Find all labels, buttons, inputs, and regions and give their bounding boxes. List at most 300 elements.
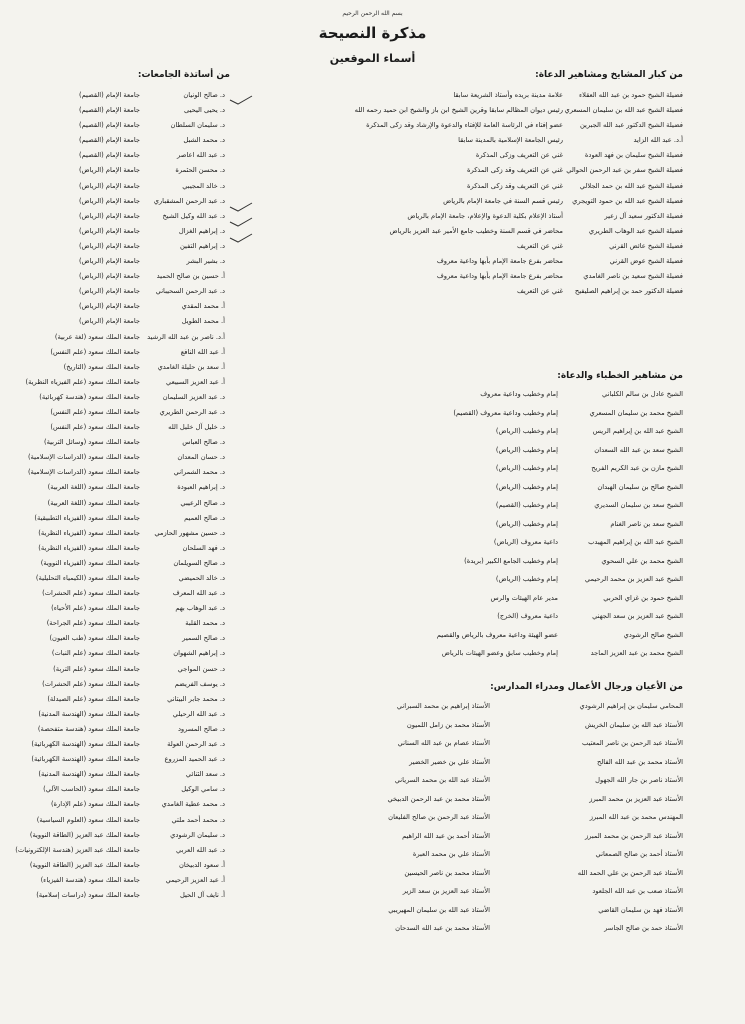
signatory-name: أ. نايف آل الحيل: [179, 890, 225, 899]
signatory-name: أ. حسين بن صالح الحميد: [156, 272, 225, 281]
signatory-name: فضيلة الشيخ عبد الله بن سليمان المسعري: [564, 106, 683, 115]
list-item: [270, 845, 490, 864]
signatory-name: د. إبراهيم الغزال: [178, 226, 225, 235]
signatory-description: داعية معروف (الخرج): [497, 612, 558, 620]
signatory-description: علامة مدينة بريده وأستاذ الشريعة سابقا: [453, 91, 563, 99]
list-item: [5, 360, 225, 375]
list-item: [558, 753, 683, 772]
signatory-affiliation: جامعة الإمام (القصيم): [78, 136, 140, 145]
list-item: [5, 269, 225, 284]
list-item: [5, 209, 225, 224]
list-item: [338, 607, 683, 626]
signatory-name: د. عبد الوهاب بهم: [175, 604, 225, 613]
signatory-name: الشيخ سعد بن ناصر الغنام: [610, 519, 683, 528]
signatory-name: د. عبد الرحمن الطريري: [159, 407, 225, 416]
signatory-name: الشيخ حمود بن غزاي الحربي: [603, 593, 683, 602]
list-item: [558, 808, 683, 827]
signatory-affiliation: جامعة الإمام (الرياض): [78, 317, 140, 326]
list-item: [5, 662, 225, 677]
signatory-name: د. حسان المعدان: [177, 453, 225, 462]
signatory-name: فضيلة الشيخ سعيد بن ناصر الغامدي: [583, 272, 683, 281]
signatory-name: الأستاذ أحمد بن صالح الصمعاني: [595, 850, 683, 858]
list-item: [270, 919, 490, 938]
signatory-name: د. عبد الله المعرف: [172, 589, 225, 598]
signatory-description: عضو إفتاء في الرئاسة العامة للإفتاء والدعوة والإرشاد وقد زكى المذكرة: [366, 121, 563, 130]
signatory-description: أستاذ الإعلام بكلية الدعوة والإعلام، جامعة الإمام بالرياض: [407, 211, 563, 220]
signatory-name: الأستاذ محمد بن عبد الله الفالح: [596, 757, 683, 766]
signatory-name: د. عبد الرحمن السحيباني: [155, 287, 225, 296]
list-item: [5, 586, 225, 601]
list-item: [338, 515, 683, 534]
signatory-name: أ. سعد بن حليلة الغامدي: [157, 362, 225, 371]
signatory-name: فضيلة الشيخ عوض القرني: [609, 257, 683, 266]
list-item: [5, 299, 225, 314]
list-item: [5, 405, 225, 420]
signatory-name: الأستاذ عبد الرحمن بن ناصر المعتيب: [582, 739, 683, 747]
list-item: [5, 813, 225, 828]
list-item: [353, 224, 683, 239]
list-item: [353, 103, 683, 118]
signatory-description: إمام وخطيب وداعية معروف (القصيم): [453, 408, 558, 417]
signatory-name: الأستاذ عبد الرحمن بن علي الحمد الله: [577, 868, 683, 877]
signatory-name: الأستاذ صعب بن عبد الله الجلعود: [592, 887, 683, 895]
preachers-heading: من مشاهير الخطباء والدعاة:: [557, 371, 683, 381]
signatory-name: الأستاذ محمد بن زامل اللميون: [406, 720, 490, 729]
signatory-name: د. عبد العزيز السليمان: [162, 392, 225, 401]
list-item: [5, 843, 225, 858]
list-item: [558, 734, 683, 753]
signatory-name: فضيلة الشيخ عبد الله بن حمد الجلالي: [579, 181, 683, 190]
signatory-name: الشيخ عبد الله بن إبراهيم المهيدب: [588, 538, 683, 546]
signatory-name: الأستاذ أحمد بن عبد الله الراهيم: [402, 831, 490, 840]
list-item: [5, 450, 225, 465]
list-item: [5, 133, 225, 148]
signatory-name: الأستاذ عبد الرحمن بن محمد المبرز: [584, 831, 683, 840]
signatory-description: رئيس ديوان المظالم سابقا وقرين الشيخ ابن باز والشيخ ابن حميد رحمه الله: [354, 106, 563, 115]
list-item: [5, 314, 225, 329]
list-item: [5, 752, 225, 767]
signatory-name: د. محسن الحثمرة: [175, 166, 225, 175]
signatory-affiliation: جامعة الملك سعود (علم النفس): [50, 407, 140, 416]
signatory-name: فضيلة الدكتور سعيد آل زعير: [604, 211, 683, 220]
signatory-name: أ. عبد الله النافع: [180, 347, 225, 356]
signatory-name: د. حسين مشهور الحازمي: [154, 528, 225, 537]
list-item: [5, 179, 225, 194]
signatory-name: الأستاذ عصام بن عبد الله السناني: [397, 739, 490, 747]
signatory-affiliation: جامعة الإمام (القصيم): [78, 151, 140, 160]
signatory-description: إمام وخطيب (الرياض): [495, 464, 558, 472]
list-item: [5, 284, 225, 299]
signatory-name: الشيخ صالح الرشودي: [623, 630, 683, 639]
signatory-name: أ. عبد العزيز السبيعي: [166, 377, 225, 386]
list-item: [270, 901, 490, 920]
signatory-name: د. عبد الله العربي: [176, 845, 225, 854]
signatory-name: د. حسن المواجي: [177, 664, 225, 673]
signatory-affiliation: جامعة الملك سعود (علم النفس): [50, 347, 140, 356]
signatory-affiliation: جامعة الملك سعود (الفيزياء النظرية): [38, 543, 140, 552]
signatory-affiliation: جامعة الملك سعود (علم الصيدلة): [47, 694, 140, 703]
signatory-affiliation: جامعة الإمام (الرياض): [78, 241, 140, 250]
signatory-name: د. بشير البشر: [186, 257, 225, 266]
signatory-affiliation: جامعة الملك سعود (علم الجراحة): [46, 619, 140, 628]
list-item: [5, 254, 225, 269]
signatory-name: الأستاذ محمد بن عبد الرحمن الدبيخي: [387, 794, 490, 803]
signatory-name: د. صالح العباس: [182, 438, 225, 447]
list-item: [5, 526, 225, 541]
signatory-description: إمام وخطيب (الرياض): [495, 482, 558, 491]
signatory-name: أ.د. عبد الله الزايد: [633, 136, 683, 145]
list-item: [5, 646, 225, 661]
list-item: [5, 511, 225, 526]
list-item: [5, 330, 225, 345]
signatory-description: محاضر بفرع جامعة الإمام بأبها وداعية معروف: [436, 257, 563, 266]
signatory-name: د. صالح الرعيبي: [180, 498, 225, 507]
list-item: [558, 919, 683, 938]
signatory-name: الأستاذ محمد بن عبد الله السدحان: [395, 924, 490, 932]
signatory-name: د. صالح السمير: [182, 634, 225, 643]
signatory-affiliation: جامعة الملك سعود (علم الإدارة): [50, 800, 140, 809]
list-item: [353, 88, 683, 103]
signatory-name: د. عبد الرحمن العولة: [167, 740, 225, 749]
signatory-name: د. إبراهيم الشهوان: [173, 649, 225, 658]
signatory-affiliation: جامعة الإمام (الرياض): [78, 166, 140, 175]
bismillah: بسم الله الرحمن الرحيم: [342, 10, 403, 17]
signatory-name: د. عبد الله وكيل الشيخ: [162, 211, 225, 220]
signatory-name: الأستاذ علي بن محمد العبرة: [412, 850, 490, 858]
list-item: [270, 697, 490, 716]
signatory-affiliation: جامعة الملك سعود (الهندسة الكهربائية): [31, 740, 140, 749]
list-item: [5, 163, 225, 178]
list-item: [270, 771, 490, 790]
list-item: [353, 163, 683, 178]
signatory-affiliation: جامعة الملك سعود (اللغة العربية): [47, 498, 140, 507]
signatory-description: إمام وخطيب (الرياض): [495, 427, 558, 435]
signatory-name: الأستاذ عبد العزيز بن محمد المبرز: [589, 794, 683, 803]
signatory-name: الشيخ مازن بن عبد الكريم الفريح: [591, 464, 683, 472]
signatory-affiliation: جامعة الملك سعود (هندسة كهربائية): [39, 392, 140, 401]
signatory-name: د. خالد المجيبي: [182, 181, 225, 190]
signatory-name: د. محمد جابر البيتاني: [167, 694, 225, 703]
signatory-name: الأستاذ عبد الرحمن بن صالح الفليعان: [388, 813, 490, 821]
signatory-affiliation: جامعة الملك سعود (علم الأحياء): [51, 604, 140, 613]
list-item: [5, 118, 225, 133]
signatory-affiliation: جامعة الملك سعود (علم التربة): [53, 664, 140, 673]
signatory-name: أ. محمد الطويل: [181, 317, 225, 326]
signatory-affiliation: جامعة الملك سعود (الهندسة المدنية): [38, 709, 140, 718]
list-item: [5, 888, 225, 903]
list-item: [270, 882, 490, 901]
signatory-name: د. عبد الله اعاصر: [177, 151, 225, 160]
signatory-name: د. محمد أحمد ملتي: [171, 815, 225, 824]
list-item: [5, 148, 225, 163]
list-item: [5, 345, 225, 360]
signatory-affiliation: جامعة الملك سعود (الهندسة المدنية): [38, 770, 140, 779]
document-title: مذكرة النصيحة: [318, 24, 427, 42]
signatory-affiliation: جامعة الملك سعود (دراسات إسلامية): [36, 890, 140, 899]
signatory-name: فضيلة الشيخ عبد الوهاب الطريري: [588, 226, 683, 235]
list-item: [5, 420, 225, 435]
document-subtitle: أسماء الموقعين: [329, 52, 416, 65]
signatory-affiliation: جامعة الملك سعود (الحاسب الآلي): [43, 785, 140, 794]
list-item: [338, 570, 683, 589]
list-item: [5, 224, 225, 239]
signatory-name: الشيخ عبد الله بن إبراهيم الريس: [592, 427, 683, 435]
signatory-name: الشيخ محمد بن سليمان المسعري: [589, 408, 683, 417]
signatory-name: د. عبد الله الرحيلي: [172, 709, 225, 718]
list-item: [558, 697, 683, 716]
signatory-name: أ. سعود الدبيخان: [178, 860, 225, 869]
list-item: [5, 435, 225, 450]
signatory-description: عضو الهيئة وداعية معروف بالرياض والقصيم: [436, 630, 558, 639]
signatory-affiliation: جامعة الملك سعود (علم الحشرات): [42, 679, 140, 688]
signatory-affiliation: جامعة الإمام (الرياض): [78, 287, 140, 296]
signatory-affiliation: جامعة الإمام (الرياض): [78, 302, 140, 311]
list-item: [5, 782, 225, 797]
signatory-description: رئيس قسم السنة في جامعة الإمام بالرياض: [443, 196, 563, 205]
signatory-affiliation: جامعة الإمام (الرياض): [78, 181, 140, 190]
signatory-name: د. صالح الونيان: [183, 91, 225, 99]
signatory-description: غني عن التعريف وقد زكى المذكرة: [467, 166, 563, 175]
list-item: [5, 677, 225, 692]
list-item: [270, 753, 490, 772]
signatory-description: غني عن التعريف وزكى المذكرة: [475, 151, 563, 160]
signatory-affiliation: جامعة الإمام (الرياض): [78, 211, 140, 220]
list-item: [338, 626, 683, 645]
list-item: [338, 552, 683, 571]
list-item: [5, 465, 225, 480]
list-item: [5, 858, 225, 873]
signatory-name: أ. محمد المقدي: [181, 302, 225, 311]
list-item: [5, 631, 225, 646]
list-item: [5, 556, 225, 571]
signatory-name: الأستاذ فهد بن سليمان القاضي: [598, 905, 683, 914]
signatory-name: الأستاذ علي بن خضير الخضير: [409, 757, 490, 766]
signatory-affiliation: جامعة الإمام (القصيم): [78, 121, 140, 130]
signatory-description: مدير عام الهيئات والرس: [490, 593, 558, 602]
signatory-name: أ. عبد العزيز الرحيمي: [165, 875, 225, 884]
signatory-name: الأستاذ إبراهيم بن محمد السبراني: [396, 702, 490, 710]
signatory-affiliation: جامعة الملك سعود (الفيزياء النووية): [40, 558, 140, 567]
signatory-name: الشيخ محمد بن عبد العزيز الماجد: [590, 649, 683, 657]
preachers-list: [338, 385, 683, 663]
signatory-affiliation: جامعة الملك عبد العزيز (هندسة الإلكترونيات): [15, 845, 140, 854]
notables-list-left: [270, 697, 490, 938]
signatory-name: الشيخ عبد العزيز بن سعد الجهني: [592, 612, 683, 620]
signatory-affiliation: جامعة الملك سعود (التاريخ): [63, 362, 140, 371]
list-item: [558, 901, 683, 920]
list-item: [5, 601, 225, 616]
list-item: [5, 828, 225, 843]
signatory-name: فضيلة الشيخ حمود بن عبد الله العقلاء: [578, 91, 683, 99]
signatory-name: الأستاذ عبد الله بن سليمان المهيريبي: [388, 905, 490, 914]
list-item: [5, 103, 225, 118]
list-item: [5, 88, 225, 103]
signatory-name: د. محمد الشبل: [183, 136, 225, 145]
signatory-affiliation: جامعة الملك سعود (طب العيون): [49, 634, 140, 643]
signatory-name: فضيلة الشيخ عائض القرني: [609, 241, 683, 250]
signatory-description: إمام وخطيب وداعية معروف: [480, 390, 558, 398]
signatory-name: فضيلة الشيخ سفر بن عبد الرحمن الحوالي: [566, 166, 683, 175]
list-item: [353, 269, 683, 284]
list-item: [338, 533, 683, 552]
signatory-name: د. صالح السويلمان: [173, 558, 225, 567]
signatory-name: أ.د. ناصر بن عبد الله الرشيد: [147, 332, 225, 341]
list-item: [338, 459, 683, 478]
signatory-affiliation: جامعة الإمام (الرياض): [78, 272, 140, 281]
list-item: [338, 422, 683, 441]
signatory-name: د. فهد السلحان: [182, 543, 225, 552]
list-item: [5, 541, 225, 556]
signatory-affiliation: جامعة الملك سعود (علم النفس): [50, 423, 140, 432]
list-item: [338, 404, 683, 423]
signatory-description: غني عن التعريف: [516, 241, 563, 250]
list-item: [5, 707, 225, 722]
signatory-name: الشيخ سعد بن عبد الله السعدان: [594, 445, 683, 454]
list-item: [5, 722, 225, 737]
signatory-affiliation: جامعة الملك سعود (الدراسات الإسلامية): [27, 453, 140, 462]
list-item: [5, 496, 225, 511]
signatory-description: غني عن التعريف: [516, 287, 563, 296]
signatory-name: المهندس محمد بن عبد الله المبرز: [589, 813, 683, 821]
signatory-affiliation: جامعة الإمام (الرياض): [78, 257, 140, 266]
signatory-name: الأستاذ عبد الله بن سليمان الخريش: [584, 720, 683, 729]
list-item: [353, 254, 683, 269]
signatory-name: د. يحيى اليحيى: [184, 106, 225, 115]
list-item: [5, 390, 225, 405]
list-item: [338, 441, 683, 460]
signatory-name: الأستاذ حمد بن صالح الجاسر: [604, 924, 683, 932]
signatory-description: رئيس الجامعة الإسلامية بالمدينة سابقا: [458, 136, 563, 145]
elders-heading: من كبار المشايخ ومشاهير الدعاة:: [535, 70, 683, 80]
signatory-affiliation: جامعة الإمام (الرياض): [78, 226, 140, 235]
signatory-description: داعية معروف (الرياض): [493, 538, 558, 546]
list-item: [353, 194, 683, 209]
signatory-name: الشيخ عادل بن سالم الكلباني: [602, 390, 683, 398]
list-item: [558, 827, 683, 846]
list-item: [338, 496, 683, 515]
signatory-affiliation: جامعة الملك سعود (الفيزياء النظرية): [38, 528, 140, 537]
signatory-description: إمام وخطيب (الرياض): [495, 519, 558, 528]
signatory-name: الشيخ محمد بن علي السحوي: [601, 556, 683, 565]
signatory-name: د. محمد عطية الغامدي: [161, 800, 225, 809]
signatory-description: إمام وخطيب (الرياض): [495, 445, 558, 454]
signatory-name: د. سعد الثنائي: [185, 770, 225, 779]
list-item: [353, 148, 683, 163]
list-item: [5, 480, 225, 495]
signatory-name: فضيلة الشيخ سليمان بن فهد العودة: [584, 151, 683, 160]
signatory-name: د. سليمان الرشودي: [170, 830, 225, 839]
signatory-affiliation: جامعة الإمام (القصيم): [78, 106, 140, 115]
list-item: [5, 873, 225, 888]
notables-heading: من الأعيان ورجال الأعمال ومدراء المدارس:: [490, 682, 683, 692]
list-item: [353, 239, 683, 254]
list-item: [353, 209, 683, 224]
list-item: [5, 767, 225, 782]
signatory-name: المحامي سليمان بن إبراهيم الرشودي: [579, 702, 683, 710]
list-item: [338, 644, 683, 663]
signatory-name: د. صالح المسرود: [177, 724, 225, 733]
signatory-description: محاضر بفرع جامعة الإمام بأبها وداعية معروف: [436, 272, 563, 281]
signatory-affiliation: جامعة الملك سعود (وسائل التربية): [43, 438, 140, 447]
signatory-affiliation: جامعة الملك سعود (الكيمياء التحليلية): [35, 574, 140, 582]
list-item: [270, 808, 490, 827]
list-item: [353, 284, 683, 299]
signatory-name: د. عبد الرحمن المشقباري: [153, 196, 225, 205]
list-item: [5, 616, 225, 631]
signatory-name: الأستاذ عبد العزيز بن سعد الزير: [402, 887, 490, 895]
list-item: [338, 589, 683, 608]
signatory-name: الأستاذ ناصر بن جار الله الجهول: [595, 776, 683, 784]
list-item: [5, 571, 225, 586]
signatory-affiliation: جامعة الإمام (الرياض): [78, 196, 140, 205]
signatory-affiliation: جامعة الملك سعود (اللغة العربية): [47, 483, 140, 492]
signatory-affiliation: جامعة الإمام (القصيم): [78, 91, 140, 99]
signatory-description: محاضر في قسم السنة وخطيب جامع الأمير عبد العزيز بالرياض: [389, 226, 563, 235]
list-item: [558, 716, 683, 735]
list-item: [270, 790, 490, 809]
signatory-affiliation: جامعة الملك عبد العزيز (الطاقة النووية): [29, 830, 140, 839]
professors-list: [5, 88, 225, 903]
signatory-name: د. محمد القلبة: [185, 619, 225, 628]
list-item: [558, 882, 683, 901]
list-item: [558, 845, 683, 864]
signatory-name: الشيخ عبد العزيز بن محمد الرحيمي: [584, 575, 683, 583]
signatory-affiliation: جامعة الملك سعود (الدراسات الإسلامية): [27, 468, 140, 477]
signatory-name: فضيلة الشيخ عبد الله بن حمود التويجري: [572, 196, 683, 205]
signatory-name: د. عبد الحميد المزروع: [164, 755, 225, 764]
signatory-name: الأستاذ محمد بن ناصر الحيسين: [404, 868, 490, 877]
signatory-name: د. سامي الوكيل: [181, 785, 225, 794]
signatory-affiliation: جامعة الملك سعود (الهندسة الكهربائية): [31, 755, 140, 764]
signatory-name: د. إبراهيم التفين: [179, 241, 225, 250]
list-item: [558, 864, 683, 883]
list-item: [5, 239, 225, 254]
elders-list: [353, 88, 683, 299]
notables-list-right: [558, 697, 683, 938]
list-item: [5, 737, 225, 752]
list-item: [338, 478, 683, 497]
list-item: [558, 790, 683, 809]
signatory-affiliation: جامعة الملك عبد العزيز (الطاقة النووية): [29, 860, 140, 869]
list-item: [270, 864, 490, 883]
signatory-name: د. سليمان السلطان: [170, 121, 225, 130]
signatory-description: غني عن التعريف وقد زكى المذكرة: [467, 181, 563, 190]
signatory-affiliation: جامعة الملك سعود (لغة عربية): [54, 332, 140, 341]
signatory-name: الأستاذ عبد الله بن محمد السرياني: [394, 776, 490, 784]
signatory-description: إمام وخطيب الجامع الكبير (بريدة): [464, 556, 558, 565]
signatory-affiliation: جامعة الملك سعود (الفيزياء التطبيقية): [34, 513, 140, 522]
signatory-name: د. إبراهيم العبودة: [177, 483, 225, 492]
signatory-affiliation: جامعة الملك سعود (علم الحشرات): [42, 589, 140, 598]
signatory-name: د. صالح العميم: [184, 513, 225, 522]
signatory-affiliation: جامعة الملك سعود (علم النبات): [51, 649, 140, 658]
signatory-description: إمام وخطيب (القصيم): [495, 501, 558, 509]
signatory-affiliation: جامعة الملك سعود (هندسة متفحصة): [37, 724, 140, 733]
list-item: [270, 716, 490, 735]
list-item: [353, 179, 683, 194]
signatory-description: إمام وخطيب سابق وعضو الهيئات بالرياض: [441, 649, 558, 657]
signatory-name: د. خالد الحميضي: [178, 574, 225, 582]
signatory-name: الشيخ صالح بن سليمان الهبدان: [597, 482, 683, 491]
list-item: [5, 194, 225, 209]
list-item: [5, 797, 225, 812]
list-item: [353, 133, 683, 148]
list-item: [270, 734, 490, 753]
signatory-name: د. يوسف الفريضم: [174, 679, 225, 688]
signatory-name: د. محمد الشمراني: [173, 468, 225, 477]
signatory-affiliation: جامعة الملك سعود (علم الفيزياء النظرية): [25, 377, 140, 386]
list-item: [5, 375, 225, 390]
